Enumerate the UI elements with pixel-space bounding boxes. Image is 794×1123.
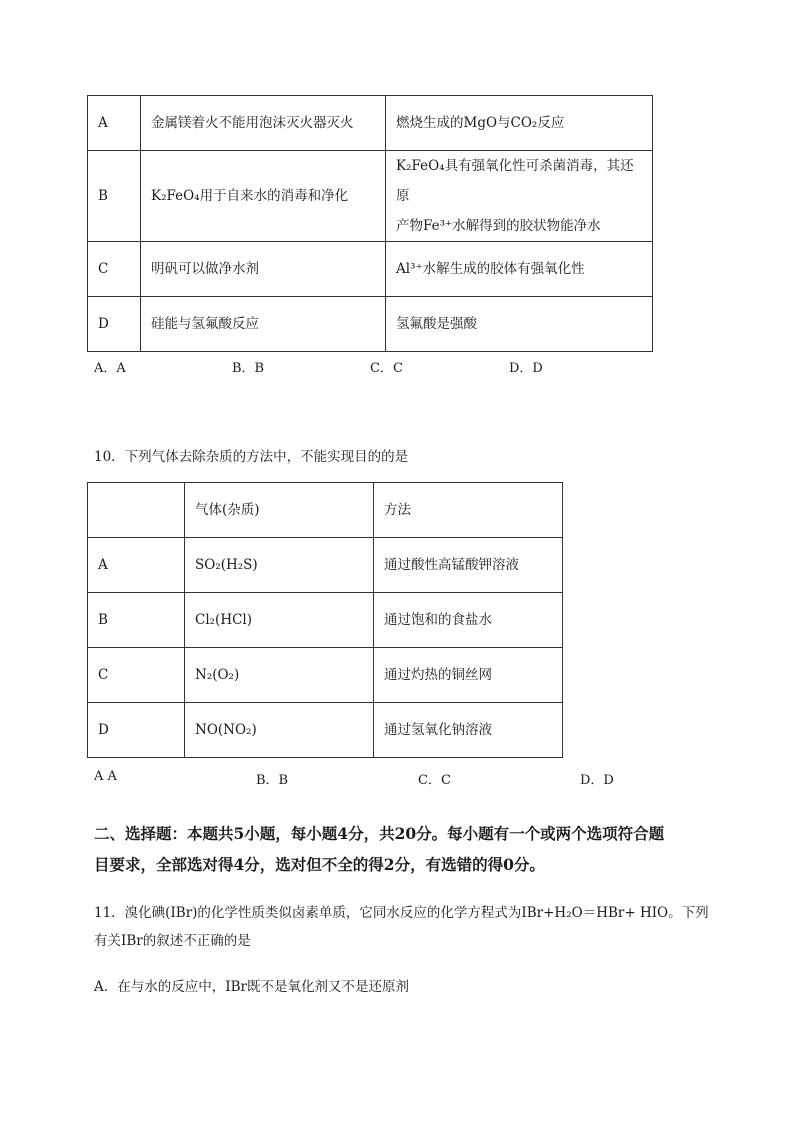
- section-heading-line1: 二、选择题：本题共5小题，每小题4分，共20分。每小题有一个或两个选项符合题: [94, 824, 665, 843]
- option-b[interactable]: B．B: [256, 773, 289, 788]
- row-gas: Cl₂(HCl): [185, 593, 374, 648]
- row-label: A: [88, 538, 185, 593]
- row-method: 通过饱和的食盐水: [374, 593, 563, 648]
- option-c[interactable]: C．C: [418, 773, 451, 788]
- question-11-line1: 11．溴化碘(IBr)的化学性质类似卤素单质，它同水反应的化学方程式为IBr+H₂O＝HBr+ HIO。下列: [94, 905, 709, 921]
- row-reason: 氢氟酸是强酸: [386, 297, 653, 352]
- row-reason: Al³⁺水解生成的胶体有强氧化性: [386, 242, 653, 297]
- table-row: [88, 96, 653, 151]
- table-header-row: [88, 483, 563, 538]
- table-row: [88, 703, 563, 758]
- option-d[interactable]: D．D: [580, 773, 614, 788]
- row-reason: 燃烧生成的MgO与CO₂反应: [386, 96, 653, 151]
- row-statement: 硅能与氢氟酸反应: [141, 297, 386, 352]
- row-gas: N₂(O₂): [185, 648, 374, 703]
- row-label: D: [88, 297, 141, 352]
- row-statement: K₂FeO₄用于自来水的消毒和净化: [141, 151, 386, 242]
- row-label: D: [88, 703, 185, 758]
- table-q10: [87, 482, 563, 758]
- row-reason-line2: 产物Fe³⁺水解得到的胶状物能净水: [396, 218, 601, 234]
- row-method: 通过酸性高锰酸钾溶液: [374, 538, 563, 593]
- row-statement: 明矾可以做净水剂: [141, 242, 386, 297]
- row-method: 通过灼热的铜丝网: [374, 648, 563, 703]
- row-label: B: [88, 151, 141, 242]
- table-row: [88, 593, 563, 648]
- table-row: [88, 151, 653, 242]
- header-label: [88, 483, 185, 538]
- row-reason: [386, 151, 653, 242]
- table-row: [88, 538, 563, 593]
- option-b[interactable]: B．B: [232, 361, 265, 376]
- question-10-text: 10．下列气体去除杂质的方法中，不能实现目的的是: [94, 449, 409, 465]
- row-method: 通过氢氧化钠溶液: [374, 703, 563, 758]
- option-a[interactable]: A．A: [94, 361, 126, 376]
- table-q9: [87, 95, 653, 352]
- row-label: A: [88, 96, 141, 151]
- table-row: [88, 242, 653, 297]
- section-heading-line2: 目要求，全部选对得4分，选对但不全的得2分，有选错的得0分。: [94, 855, 545, 874]
- row-gas: SO₂(H₂S): [185, 538, 374, 593]
- row-label: C: [88, 648, 185, 703]
- table-row: [88, 297, 653, 352]
- row-reason-line1: K₂FeO₄具有强氧化性可杀菌消毒，其还原: [396, 158, 634, 204]
- question-11-line2: 有关IBr的叙述不正确的是: [94, 933, 251, 949]
- question-11-option-a[interactable]: A．在与水的反应中，IBr既不是氧化剂又不是还原剂: [94, 979, 409, 995]
- row-label: C: [88, 242, 141, 297]
- option-c[interactable]: C．C: [370, 361, 403, 376]
- table-row: [88, 648, 563, 703]
- header-method: 方法: [374, 483, 563, 538]
- header-gas: 气体(杂质): [185, 483, 374, 538]
- option-d[interactable]: D．D: [509, 361, 543, 376]
- row-gas: NO(NO₂): [185, 703, 374, 758]
- option-a[interactable]: A A: [94, 769, 117, 784]
- row-label: B: [88, 593, 185, 648]
- row-statement: 金属镁着火不能用泡沫灭火器灭火: [141, 96, 386, 151]
